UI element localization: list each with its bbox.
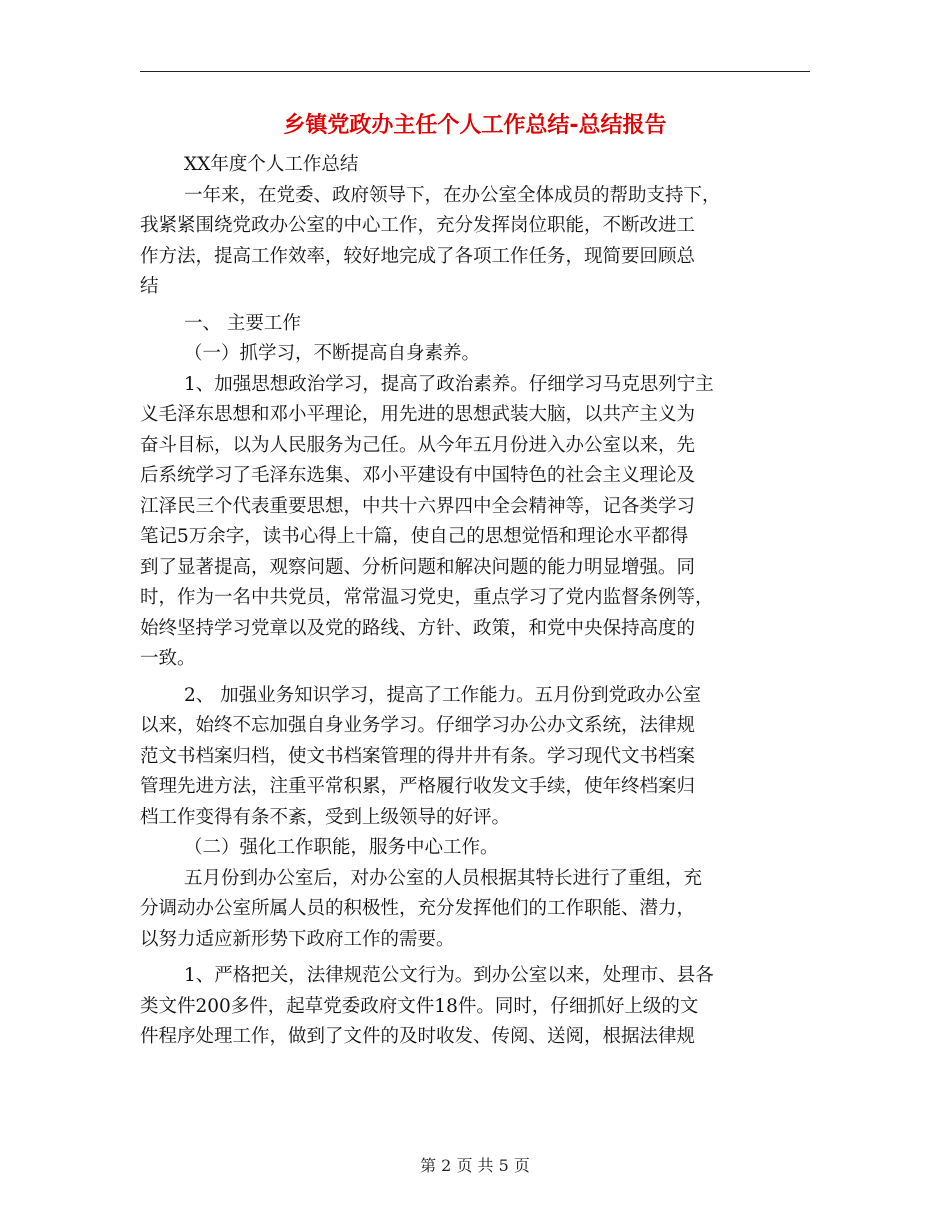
paragraph-line: 五月份到办公室后，对办公室的人员根据其特长进行了重组，充 [184,867,703,889]
paragraph-line: 结 [140,276,159,297]
paragraph-line: 以努力适应新形势下政府工作的需要。 [140,928,455,950]
paragraph-line: 作方法，提高工作效率，较好地完成了各项工作任务，现简要回顾总 [140,245,696,267]
paragraph-line: 档工作变得有条不紊，受到上级领导的好评。 [140,806,511,828]
paragraph-line: 管理先进方法，注重平常积累，严格履行收发文手续，使年终档案归 [140,776,696,797]
paragraph-line: 类文件200多件，起草党委政府文件18件。同时，仔细抓好上级的文 [140,995,699,1017]
paragraph-line: 到了显著提高，观察问题、分析问题和解决问题的能力明显增强。同 [140,556,696,578]
paragraph-line: 时，作为一名中共党员，常常温习党史，重点学习了党内监督条例等， [140,587,714,608]
paragraph-line: 一致。 [140,648,196,669]
paragraph-line: 2、 加强业务知识学习，提高了工作能力。五月份到党政办公室 [184,684,702,706]
paragraph-line: 奋斗目标，以为人民服务为己任。从今年五月份进入办公室以来，先 [140,434,696,456]
paragraph-line: XX年度个人工作总结 [184,154,359,175]
header-rule [140,71,810,72]
document-body [140,150,810,1053]
paragraph-line: 件程序处理工作，做到了文件的及时收发、传阅、送阅，根据法律规 [140,1026,696,1047]
paragraph-line: 笔记5万余字，读书心得上十篇，使自己的思想觉悟和理论水平都得 [140,526,689,547]
paragraph-line: 后系统学习了毛泽东选集、邓小平建设有中国特色的社会主义理论及 [140,465,696,486]
paragraph-line: 1、加强思想政治学习，提高了政治素养。仔细学习马克思列宁主 [184,373,714,395]
paragraph-line: （二）强化工作职能，服务中心工作。 [184,837,499,858]
paragraph-line: 江泽民三个代表重要思想，中共十六界四中全会精神等，记各类学习 [140,495,696,517]
page-footer: 第 2 页 共 5 页 [420,1156,530,1175]
paragraph-line: 一年来，在党委、政府领导下，在办公室全体成员的帮助支持下， [184,184,721,206]
paragraph-line: 范文书档案归档，使文书档案管理的得井井有条。学习现代文书档案 [140,745,696,767]
paragraph-line: （一）抓学习，不断提高自身素养。 [184,343,481,364]
paragraph-line: 分调动办公室所属人员的积极性，充分发挥他们的工作职能、潜力， [140,898,696,919]
paragraph-line: 义毛泽东思想和邓小平理论，用先进的思想武装大脑，以共产主义为 [140,404,696,425]
paragraph-line: 我紧紧围绕党政办公室的中心工作，充分发挥岗位职能，不断改进工 [140,215,696,236]
paragraph-line: 以来，始终不忘加强自身业务学习。仔细学习办公办文系统，法律规 [140,715,696,736]
paragraph-line: 一、 主要工作 [184,312,301,334]
document-title: 乡镇党政办主任个人工作总结-总结报告 [283,113,667,138]
paragraph-line: 1、严格把关，法律规范公文行为。到办公室以来，处理市、县各 [184,965,714,986]
paragraph-line: 始终坚持学习党章以及党的路线、方针、政策，和党中央保持高度的 [140,617,696,639]
